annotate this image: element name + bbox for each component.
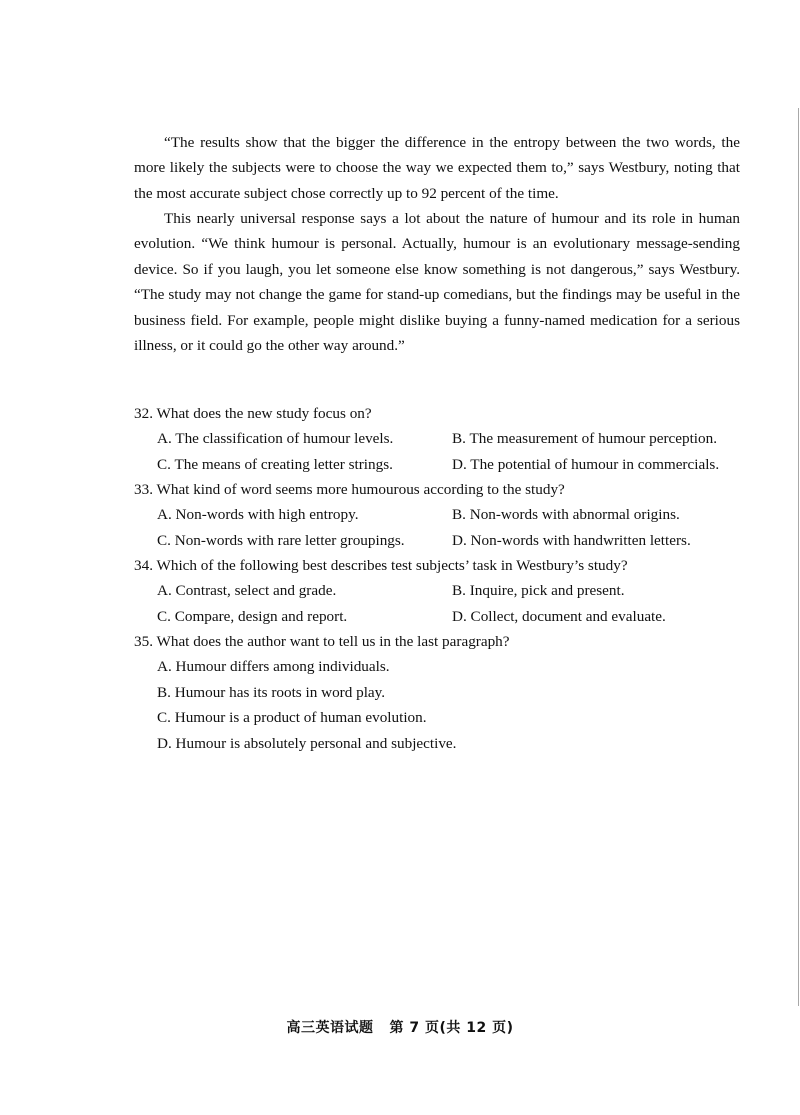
question-stem: [134, 629, 754, 654]
question-34: [134, 553, 754, 629]
passage-paragraph-1: [134, 130, 740, 206]
passage-paragraph-2: [134, 206, 740, 358]
question-text: What kind of word seems more humourous according to the study?: [156, 481, 565, 498]
question-text: Which of the following best describes test subjects’ task in Westbury’s study?: [156, 557, 628, 574]
option-b: B. The measurement of humour perception.: [452, 430, 718, 448]
option-c: C. The means of creating letter strings.: [157, 455, 393, 473]
page-edge-line: [798, 108, 799, 1006]
options-grid: [157, 578, 754, 629]
option-d: D. Non-words with handwritten letters.: [452, 531, 691, 549]
page-number: 第 7 页(共 12 页): [389, 1020, 514, 1036]
option-b: B. Humour has its roots in word play.: [157, 683, 386, 701]
question-35: [134, 629, 754, 756]
option-a: A. Humour differs among individuals.: [157, 658, 390, 676]
question-number: 34.: [134, 557, 153, 574]
question-text: What does the new study focus on?: [156, 405, 372, 422]
option-c: C. Compare, design and report.: [157, 607, 348, 625]
option-b: B. Non-words with abnormal origins.: [452, 506, 680, 524]
question-number: 32.: [134, 405, 153, 422]
options-grid: [157, 502, 754, 553]
question-number: 35.: [134, 633, 153, 650]
passage-paragraph-2-text: This nearly universal response says a lot about the nature of humour and its role in human evolution. “We think humour is personal. Actually, humour is an evolutionary message-sending device. So if you laugh, you let someone else know something is not dangerous,” says Westbury. “The study may not change the game for stand-up comedians, but the findings may be useful in the business field. For example, people might dislike buying a funny-named medication for a serious illness, or it could go the other way around.”: [134, 210, 740, 355]
option-a: A. Contrast, select and grade.: [157, 582, 337, 600]
question-stem: [134, 553, 754, 578]
question-32: [134, 401, 754, 477]
option-d: D. Humour is absolutely personal and subjective.: [157, 734, 457, 752]
question-stem: [134, 401, 754, 426]
exam-title: 高三英语试题: [286, 1020, 374, 1036]
option-d: D. Collect, document and evaluate.: [452, 607, 666, 625]
options-list: [157, 654, 754, 756]
option-b: B. Inquire, pick and present.: [452, 582, 625, 600]
question-33: [134, 477, 754, 553]
option-c: C. Humour is a product of human evolution.: [157, 709, 427, 727]
question-number: 33.: [134, 481, 153, 498]
question-text: What does the author want to tell us in the last paragraph?: [156, 633, 510, 650]
option-d: D. The potential of humour in commercials.: [452, 455, 720, 473]
option-c: C. Non-words with rare letter groupings.: [157, 531, 405, 549]
option-a: A. The classification of humour levels.: [157, 430, 394, 448]
option-a: A. Non-words with high entropy.: [157, 506, 359, 524]
page-footer: [0, 1017, 800, 1037]
options-grid: [157, 426, 754, 477]
question-stem: [134, 477, 754, 502]
passage-paragraph-1-text: “The results show that the bigger the difference in the entropy between the two words, the more likely the subjects were to choose the way we expected them to,” says Westbury, noting that the most accurate subject chose correctly up to 92 percent of the time.: [134, 134, 740, 202]
